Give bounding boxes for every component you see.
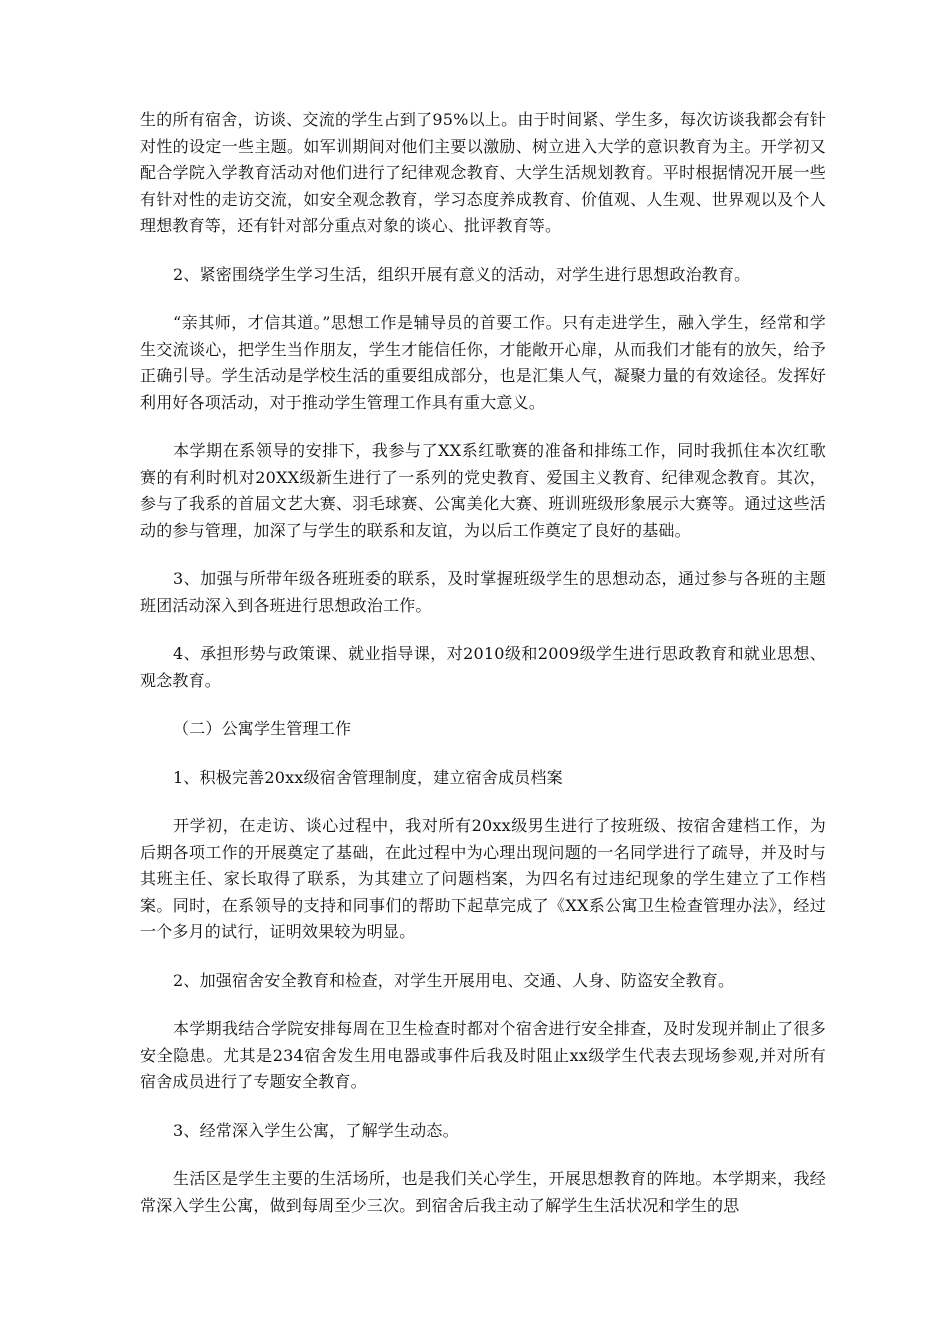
paragraph-class-committee: 3、加强与所带年级各班班委的联系，及时掌握班级学生的思想动态，通过参与各班的主题班团活动深入到各班进行思想政治工作。 [140,569,826,615]
paragraph-dorm-visits: 生的所有宿舍，访谈、交流的学生占到了95%以上。由于时间紧、学生多，每次访谈我都会有针对性的设定一些主题。如军训期间对他们主要以激励、树立进入大学的意识教育为主。开学初又配合学院入学教育活动对他们进行了纪律观念教育、大学生活规划教育。平时根据情况开展一些有针对性的走访交流，如安全观念教育，学习态度养成教育、价值观、人生观、世界观以及个人理想教育等，还有针对部分重点对象的谈心、批评教育等。 [140,110,826,235]
heading-safety-education: 2、加强宿舍安全教育和检查，对学生开展用电、交通、人身、防盗安全教育。 [173,970,735,990]
heading-dorm-rules: 1、积极完善20xx级宿舍管理制度，建立宿舍成员档案 [173,767,563,787]
paragraph-policy-course: 4、承担形势与政策课、就业指导课，对2010级和2009级学生进行思政教育和就业思想、观念教育。 [140,644,826,690]
paragraph-red-song-contest: 本学期在系领导的安排下，我参与了XX系红歌赛的准备和排练工作，同时我抓住本次红歌赛的有利时机对20XX级新生进行了一系列的党史教育、爱国主义教育、纪律观念教育。其次，参与了我系的首届文艺大赛、羽毛球赛、公寓美化大赛、班训班级形象展示大赛等。通过这些活动的参与管理，加深了与学生的联系和友谊，为以后工作奠定了良好的基础。 [140,441,826,540]
paragraph-teacher-trust: “亲其师，才信其道。”思想工作是辅导员的首要工作。只有走进学生，融入学生，经常和学生交流谈心，把学生当作朋友，学生才能信任你，才能敞开心扉，从而我们才能有的放矢，给予正确引导。学生活动是学校生活的重要组成部分，也是汇集人气，凝聚力量的有效途径。发挥好利用好各项活动，对于推动学生管理工作具有重大意义。 [140,313,826,412]
paragraph-safety-check: 本学期我结合学院安排每周在卫生检查时都对个宿舍进行安全排查，及时发现并制止了很多安全隐患。尤其是234宿舍发生用电器或事件后我及时阻止xx级学生代表去现场参观,并对所有宿舍成员进行了专题安全教育。 [140,1019,826,1091]
heading-visit-apartments: 3、经常深入学生公寓，了解学生动态。 [173,1120,459,1140]
document-page [140,107,826,1241]
heading-apartment-management: （二）公寓学生管理工作 [173,719,352,738]
heading-activities: 2、紧密围绕学生学习生活，组织开展有意义的活动，对学生进行思想政治教育。 [173,264,751,284]
paragraph-living-area: 生活区是学生主要的生活场所，也是我们关心学生，开展思想教育的阵地。本学期来，我经常深入学生公寓，做到每周至少三次。到宿舍后我主动了解学生生活状况和学生的思 [140,1169,826,1215]
paragraph-archives: 开学初，在走访、谈心过程中，我对所有20xx级男生进行了按班级、按宿舍建档工作，为后期各项工作的开展奠定了基础，在此过程中为心理出现问题的一名同学进行了疏导，并及时与其班主任、家长取得了联系，为其建立了问题档案，为四名有过违纪现象的学生建立了工作档案。同时，在系领导的支持和同事们的帮助下起草完成了《XX系公寓卫生检查管理办法》，经过一个多月的试行，证明效果较为明显。 [140,816,826,941]
